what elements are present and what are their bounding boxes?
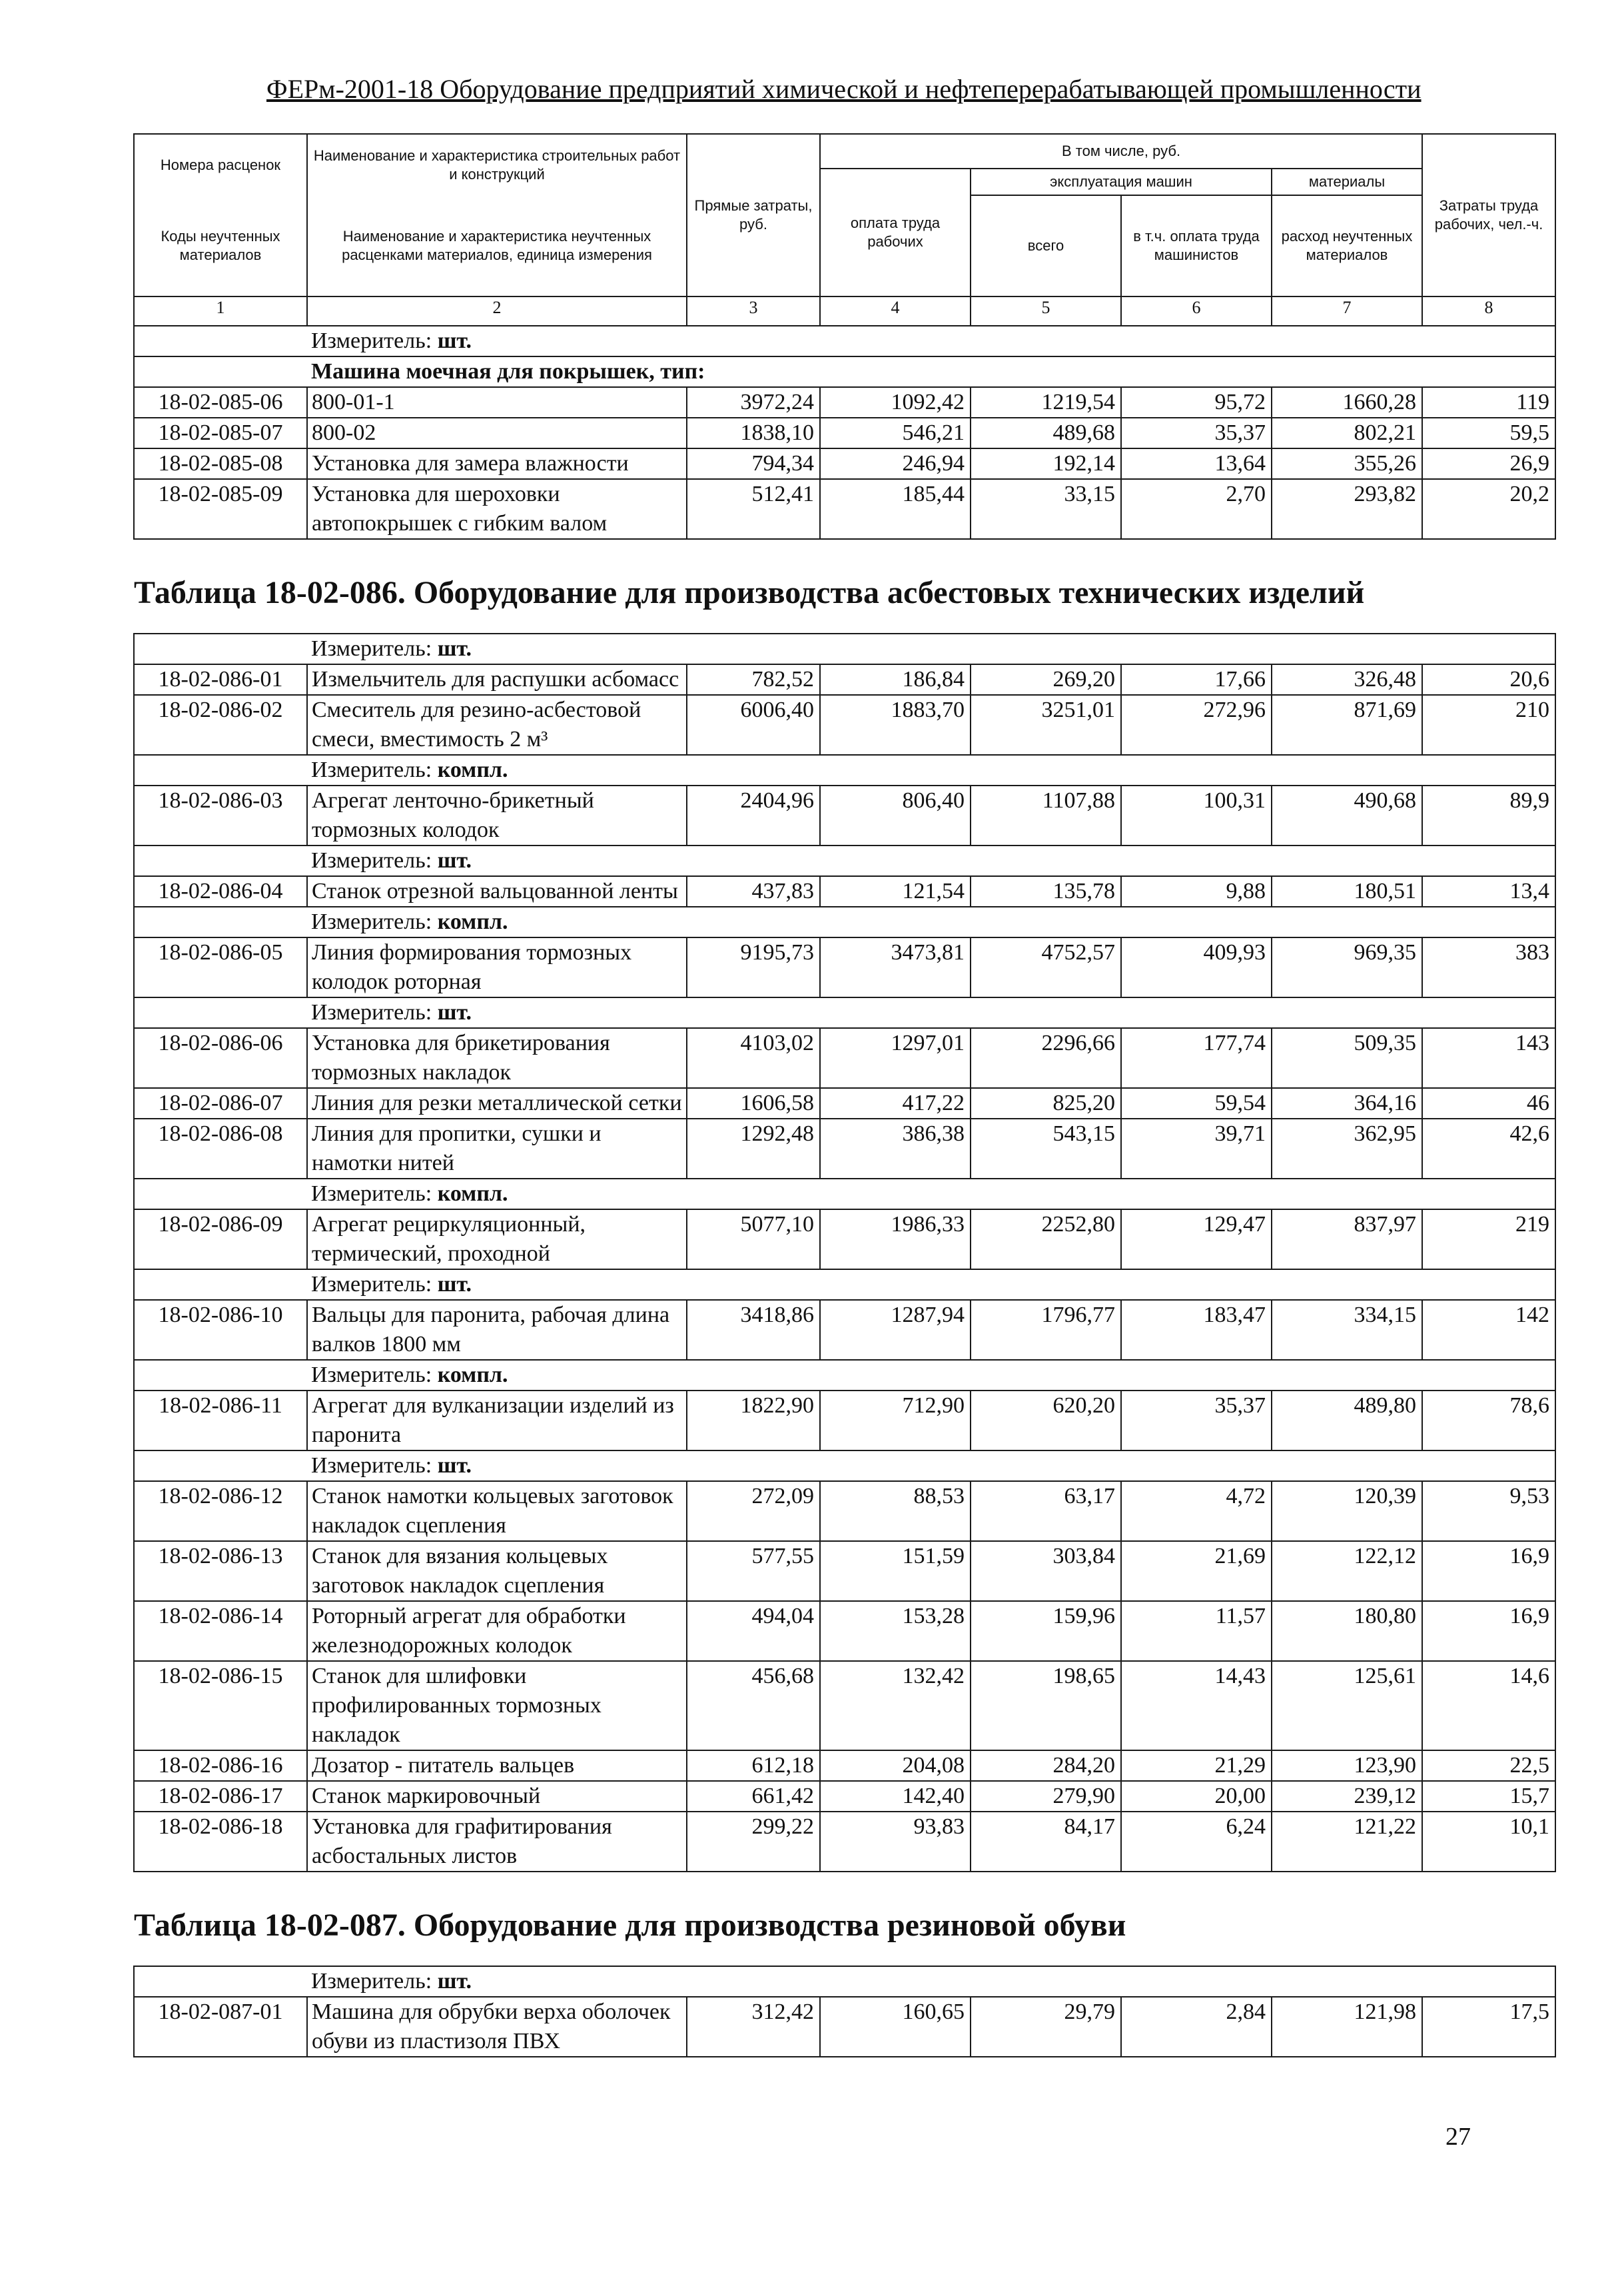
rate-name: Измельчитель для распушки асбомасс — [307, 664, 687, 695]
table-row — [134, 1119, 1555, 1179]
meter-label: Измеритель: — [311, 909, 432, 934]
rate-c8: 383 — [1422, 937, 1555, 997]
meter-unit: шт. — [437, 328, 472, 353]
rate-code: 18-02-086-09 — [134, 1209, 307, 1269]
rate-c6: 14,43 — [1121, 1661, 1272, 1750]
rate-c6: 21,29 — [1121, 1750, 1272, 1781]
rate-c7: 802,21 — [1272, 418, 1422, 448]
rate-c7: 239,12 — [1272, 1781, 1422, 1812]
rate-c6: 177,74 — [1121, 1028, 1272, 1088]
rate-c8: 13,4 — [1422, 876, 1555, 907]
header-material-codes: Коды неучтенных материалов — [134, 195, 307, 296]
rate-code: 18-02-086-18 — [134, 1812, 307, 1872]
rate-c6: 21,69 — [1121, 1541, 1272, 1601]
rate-code: 18-02-086-13 — [134, 1541, 307, 1601]
rate-c6: 2,84 — [1121, 1997, 1272, 2057]
rate-c8: 20,2 — [1422, 479, 1555, 539]
table-row — [134, 1088, 1555, 1119]
rate-name: Станок намотки кольцевых заготовок накладок сцепления — [307, 1481, 687, 1541]
rate-c6: 20,00 — [1121, 1781, 1272, 1812]
rate-c5: 84,17 — [971, 1812, 1121, 1872]
rate-code: 18-02-086-16 — [134, 1750, 307, 1781]
header-material-names: Наименование и характеристика неучтенных расценками материалов, единица измерения — [307, 195, 687, 296]
page-number: 27 — [1445, 2123, 1471, 2151]
table-row — [134, 1391, 1555, 1450]
rate-c5: 3251,01 — [971, 695, 1121, 755]
meter-spacer — [134, 1360, 307, 1391]
rate-c3: 661,42 — [687, 1781, 820, 1812]
rate-code: 18-02-086-11 — [134, 1391, 307, 1450]
rate-c4: 1986,33 — [820, 1209, 971, 1269]
rate-c5: 2296,66 — [971, 1028, 1121, 1088]
meter-cell — [307, 1269, 1555, 1300]
meter-label: Измеритель: — [311, 1272, 432, 1297]
meter-cell — [307, 634, 1555, 664]
rate-c7: 121,98 — [1272, 1997, 1422, 2057]
meter-unit: шт. — [437, 1453, 472, 1478]
rate-c5: 284,20 — [971, 1750, 1121, 1781]
rate-c4: 93,83 — [820, 1812, 971, 1872]
header-machine-operation: эксплуатация машин — [971, 169, 1272, 195]
rate-c8: 16,9 — [1422, 1601, 1555, 1661]
group-title: Машина моечная для покрышек, тип: — [307, 356, 1555, 387]
rate-c8: 42,6 — [1422, 1119, 1555, 1179]
meter-cell — [307, 1179, 1555, 1209]
meter-unit: шт. — [437, 1969, 472, 1994]
rate-c8: 16,9 — [1422, 1541, 1555, 1601]
meter-row — [134, 1269, 1555, 1300]
meter-cell — [307, 1966, 1555, 1997]
rate-code: 18-02-085-09 — [134, 479, 307, 539]
rate-c5: 1796,77 — [971, 1300, 1121, 1360]
rate-c4: 142,40 — [820, 1781, 971, 1812]
meter-spacer — [134, 634, 307, 664]
rate-name: 800-01-1 — [307, 387, 687, 418]
rate-c5: 135,78 — [971, 876, 1121, 907]
meter-row — [134, 1360, 1555, 1391]
meter-cell — [307, 907, 1555, 937]
rate-c6: 11,57 — [1121, 1601, 1272, 1661]
rate-c4: 3473,81 — [820, 937, 971, 997]
rate-c4: 546,21 — [820, 418, 971, 448]
table-row — [134, 1028, 1555, 1088]
rate-c3: 456,68 — [687, 1661, 820, 1750]
rate-code: 18-02-086-15 — [134, 1661, 307, 1750]
rate-c6: 4,72 — [1121, 1481, 1272, 1541]
meter-label: Измеритель: — [311, 848, 432, 873]
meter-row — [134, 634, 1555, 664]
column-numbers-row — [134, 296, 1555, 326]
rate-c5: 279,90 — [971, 1781, 1121, 1812]
meter-spacer — [134, 1966, 307, 1997]
rate-name: Установка для графитирования асбостальных листов — [307, 1812, 687, 1872]
rate-c3: 272,09 — [687, 1481, 820, 1541]
rate-c4: 806,40 — [820, 786, 971, 846]
meter-cell — [307, 1360, 1555, 1391]
rate-c3: 1606,58 — [687, 1088, 820, 1119]
rate-c3: 1292,48 — [687, 1119, 820, 1179]
rate-c5: 198,65 — [971, 1661, 1121, 1750]
meter-label: Измеритель: — [311, 328, 432, 353]
meter-spacer — [134, 846, 307, 876]
meter-unit: шт. — [437, 1272, 472, 1297]
rate-name: Агрегат рециркуляционный, термический, проходной — [307, 1209, 687, 1269]
header-materials: материалы — [1272, 169, 1422, 195]
meter-spacer — [134, 755, 307, 786]
column-number: 4 — [820, 296, 971, 326]
rate-c5: 1219,54 — [971, 387, 1121, 418]
rate-c7: 509,35 — [1272, 1028, 1422, 1088]
column-number: 3 — [687, 296, 820, 326]
table-row — [134, 1750, 1555, 1781]
rate-name: Линия формирования тормозных колодок роторная — [307, 937, 687, 997]
meter-cell — [307, 755, 1555, 786]
column-number: 1 — [134, 296, 307, 326]
rate-c3: 577,55 — [687, 1541, 820, 1601]
rate-name: Установка для брикетирования тормозных накладок — [307, 1028, 687, 1088]
table-row — [134, 418, 1555, 448]
rate-code: 18-02-085-07 — [134, 418, 307, 448]
rate-c4: 121,54 — [820, 876, 971, 907]
header-unaccounted-materials: расход неучтенных материалов — [1272, 195, 1422, 296]
header-work-name: Наименование и характеристика строительных работ и конструкций — [307, 134, 687, 195]
rate-code: 18-02-087-01 — [134, 1997, 307, 2057]
rate-c6: 272,96 — [1121, 695, 1272, 755]
rate-c7: 122,12 — [1272, 1541, 1422, 1601]
table-087-title-row — [134, 1872, 1555, 1966]
rate-c5: 620,20 — [971, 1391, 1121, 1450]
table-086-title-row — [134, 539, 1555, 634]
rate-c4: 132,42 — [820, 1661, 971, 1750]
rate-c8: 219 — [1422, 1209, 1555, 1269]
group-title-row — [134, 356, 1555, 387]
rate-code: 18-02-086-17 — [134, 1781, 307, 1812]
table-row — [134, 387, 1555, 418]
rate-c5: 192,14 — [971, 448, 1121, 479]
rate-c7: 1660,28 — [1272, 387, 1422, 418]
page-header: ФЕРм-2001-18 Оборудование предприятий химической и нефтеперерабатывающей промышленности — [266, 74, 1421, 104]
meter-row — [134, 907, 1555, 937]
rate-code: 18-02-086-08 — [134, 1119, 307, 1179]
table-row — [134, 876, 1555, 907]
rate-c8: 9,53 — [1422, 1481, 1555, 1541]
rate-c3: 312,42 — [687, 1997, 820, 2057]
meter-spacer — [134, 997, 307, 1028]
rate-name: Установка для замера влажности — [307, 448, 687, 479]
rate-c4: 1297,01 — [820, 1028, 971, 1088]
rate-c3: 3972,24 — [687, 387, 820, 418]
rate-c6: 2,70 — [1121, 479, 1272, 539]
rate-code: 18-02-086-03 — [134, 786, 307, 846]
meter-unit: шт. — [437, 636, 472, 661]
table-row — [134, 786, 1555, 846]
rate-c4: 712,90 — [820, 1391, 971, 1450]
rate-code: 18-02-086-12 — [134, 1481, 307, 1541]
meter-spacer — [134, 907, 307, 937]
rate-name: Смеситель для резино-асбестовой смеси, вместимость 2 м³ — [307, 695, 687, 755]
rate-name: Линия для резки металлической сетки — [307, 1088, 687, 1119]
rate-c5: 4752,57 — [971, 937, 1121, 997]
rate-c3: 9195,73 — [687, 937, 820, 997]
rate-c4: 185,44 — [820, 479, 971, 539]
meter-unit: шт. — [437, 848, 472, 873]
rate-code: 18-02-086-05 — [134, 937, 307, 997]
table-row — [134, 448, 1555, 479]
table-086-rows — [134, 634, 1555, 1872]
rate-name: Станок маркировочный — [307, 1781, 687, 1812]
rate-c6: 100,31 — [1121, 786, 1272, 846]
table-row — [134, 1300, 1555, 1360]
table-row — [134, 1209, 1555, 1269]
rate-name: Агрегат ленточно-брикетный тормозных колодок — [307, 786, 687, 846]
rate-code: 18-02-086-04 — [134, 876, 307, 907]
rate-name: Станок для вязания кольцевых заготовок накладок сцепления — [307, 1541, 687, 1601]
section-085-rows — [134, 387, 1555, 539]
rate-c6: 183,47 — [1121, 1300, 1272, 1360]
rate-c3: 2404,96 — [687, 786, 820, 846]
rate-c7: 969,35 — [1272, 937, 1422, 997]
rates-table — [133, 133, 1556, 2057]
meter-unit: компл. — [437, 758, 508, 782]
rate-c7: 362,95 — [1272, 1119, 1422, 1179]
meter-row — [134, 326, 1555, 356]
rate-c4: 417,22 — [820, 1088, 971, 1119]
meter-cell — [307, 997, 1555, 1028]
rate-c3: 512,41 — [687, 479, 820, 539]
rate-code: 18-02-086-06 — [134, 1028, 307, 1088]
table-row — [134, 695, 1555, 755]
rate-c3: 3418,86 — [687, 1300, 820, 1360]
meter-row — [134, 997, 1555, 1028]
rate-c6: 13,64 — [1121, 448, 1272, 479]
column-number: 6 — [1121, 296, 1272, 326]
rate-c8: 59,5 — [1422, 418, 1555, 448]
rate-c5: 269,20 — [971, 664, 1121, 695]
rate-c8: 119 — [1422, 387, 1555, 418]
rate-c8: 17,5 — [1422, 1997, 1555, 2057]
rate-c3: 6006,40 — [687, 695, 820, 755]
table-row — [134, 664, 1555, 695]
rate-c6: 6,24 — [1121, 1812, 1272, 1872]
rate-c6: 9,88 — [1121, 876, 1272, 907]
meter-row — [134, 1450, 1555, 1481]
rate-c6: 35,37 — [1121, 1391, 1272, 1450]
rate-code: 18-02-086-14 — [134, 1601, 307, 1661]
table-087-rows — [134, 1966, 1555, 2057]
rate-c5: 33,15 — [971, 479, 1121, 539]
rate-c3: 4103,02 — [687, 1028, 820, 1088]
meter-row — [134, 755, 1555, 786]
meter-label: Измеритель: — [311, 1363, 432, 1387]
rate-c6: 59,54 — [1121, 1088, 1272, 1119]
header-machinist-pay: в т.ч. оплата труда машинистов — [1121, 195, 1272, 296]
rate-code: 18-02-086-01 — [134, 664, 307, 695]
rate-c3: 794,34 — [687, 448, 820, 479]
meter-cell — [307, 846, 1555, 876]
rate-c7: 180,80 — [1272, 1601, 1422, 1661]
header-worker-pay: оплата труда рабочих — [820, 169, 971, 296]
rate-name: Установка для шероховки автопокрышек с гибким валом — [307, 479, 687, 539]
rate-c8: 143 — [1422, 1028, 1555, 1088]
rate-c7: 180,51 — [1272, 876, 1422, 907]
rate-code: 18-02-086-07 — [134, 1088, 307, 1119]
meter-cell — [307, 1450, 1555, 1481]
rate-c7: 871,69 — [1272, 695, 1422, 755]
column-number: 5 — [971, 296, 1121, 326]
rate-name: Станок отрезной вальцованной ленты — [307, 876, 687, 907]
rate-c8: 210 — [1422, 695, 1555, 755]
rate-c5: 63,17 — [971, 1481, 1121, 1541]
rate-c5: 1107,88 — [971, 786, 1121, 846]
rate-name: Роторный агрегат для обработки железнодорожных колодок — [307, 1601, 687, 1661]
meter-row — [134, 1179, 1555, 1209]
rate-c3: 437,83 — [687, 876, 820, 907]
rate-c3: 1822,90 — [687, 1391, 820, 1450]
rate-c7: 123,90 — [1272, 1750, 1422, 1781]
meter-label: Измеритель: — [311, 1181, 432, 1206]
rate-c6: 35,37 — [1121, 418, 1272, 448]
rate-c5: 543,15 — [971, 1119, 1121, 1179]
rate-c5: 2252,80 — [971, 1209, 1121, 1269]
table-row — [134, 1997, 1555, 2057]
rate-c4: 386,38 — [820, 1119, 971, 1179]
rate-c4: 153,28 — [820, 1601, 971, 1661]
rate-c3: 5077,10 — [687, 1209, 820, 1269]
meter-label: Измеритель: — [311, 758, 432, 782]
rate-code: 18-02-086-02 — [134, 695, 307, 755]
rate-c8: 142 — [1422, 1300, 1555, 1360]
rate-c6: 17,66 — [1121, 664, 1272, 695]
meter-unit: шт. — [437, 1000, 472, 1025]
rate-c7: 120,39 — [1272, 1481, 1422, 1541]
meter-row — [134, 846, 1555, 876]
rate-c8: 15,7 — [1422, 1781, 1555, 1812]
rate-c7: 326,48 — [1272, 664, 1422, 695]
rate-c6: 39,71 — [1121, 1119, 1272, 1179]
meter-label: Измеритель: — [311, 1000, 432, 1025]
header-machines-total: всего — [971, 195, 1121, 296]
rate-name: Дозатор - питатель вальцев — [307, 1750, 687, 1781]
meter-spacer — [134, 1269, 307, 1300]
meter-spacer — [134, 1450, 307, 1481]
column-number: 8 — [1422, 296, 1555, 326]
table-086-title: Таблица 18-02-086. Оборудование для производства асбестовых технических изделий — [134, 539, 1555, 634]
rate-name: Машина для обрубки верха оболочек обуви из пластизоля ПВХ — [307, 1997, 687, 2057]
rate-c8: 26,9 — [1422, 448, 1555, 479]
rate-c8: 46 — [1422, 1088, 1555, 1119]
rate-c7: 293,82 — [1272, 479, 1422, 539]
table-row — [134, 937, 1555, 997]
rate-c3: 612,18 — [687, 1750, 820, 1781]
rate-c8: 10,1 — [1422, 1812, 1555, 1872]
rate-c7: 334,15 — [1272, 1300, 1422, 1360]
rate-c4: 186,84 — [820, 664, 971, 695]
meter-label: Измеритель: — [311, 636, 432, 661]
rate-c3: 494,04 — [687, 1601, 820, 1661]
rate-c4: 88,53 — [820, 1481, 971, 1541]
table-row — [134, 479, 1555, 539]
rate-c7: 121,22 — [1272, 1812, 1422, 1872]
rate-name: Линия для пропитки, сушки и намотки нитей — [307, 1119, 687, 1179]
meter-label: Измеритель: — [311, 1969, 432, 1994]
meter-row — [134, 1966, 1555, 1997]
table-row — [134, 1481, 1555, 1541]
rate-c8: 20,6 — [1422, 664, 1555, 695]
header-direct-costs: Прямые затраты, руб. — [687, 134, 820, 296]
rate-name: Агрегат для вулканизации изделий из паронита — [307, 1391, 687, 1450]
rate-name: Станок для шлифовки профилированных тормозных накладок — [307, 1661, 687, 1750]
rate-c7: 837,97 — [1272, 1209, 1422, 1269]
table-row — [134, 1661, 1555, 1750]
rate-c4: 1092,42 — [820, 387, 971, 418]
header-labor-costs: Затраты труда рабочих, чел.-ч. — [1422, 134, 1555, 296]
rate-c4: 1883,70 — [820, 695, 971, 755]
meter-unit: компл. — [437, 1363, 508, 1387]
rate-code: 18-02-085-08 — [134, 448, 307, 479]
rate-c4: 151,59 — [820, 1541, 971, 1601]
rate-c5: 29,79 — [971, 1997, 1121, 2057]
rate-c4: 246,94 — [820, 448, 971, 479]
meter-unit: компл. — [437, 1181, 508, 1206]
rate-c7: 490,68 — [1272, 786, 1422, 846]
rate-c4: 160,65 — [820, 1997, 971, 2057]
rate-c5: 159,96 — [971, 1601, 1121, 1661]
rate-c6: 409,93 — [1121, 937, 1272, 997]
rate-c3: 1838,10 — [687, 418, 820, 448]
rate-c7: 364,16 — [1272, 1088, 1422, 1119]
rate-c4: 204,08 — [820, 1750, 971, 1781]
meter-unit: компл. — [437, 909, 508, 934]
table-row — [134, 1781, 1555, 1812]
rate-c6: 129,47 — [1121, 1209, 1272, 1269]
rate-c8: 78,6 — [1422, 1391, 1555, 1450]
rate-code: 18-02-085-06 — [134, 387, 307, 418]
table-row — [134, 1541, 1555, 1601]
rate-c8: 22,5 — [1422, 1750, 1555, 1781]
rate-c8: 89,9 — [1422, 786, 1555, 846]
rate-c4: 1287,94 — [820, 1300, 971, 1360]
rate-c6: 95,72 — [1121, 387, 1272, 418]
rate-name: 800-02 — [307, 418, 687, 448]
column-number: 2 — [307, 296, 687, 326]
header-including: В том числе, руб. — [820, 134, 1422, 169]
column-number: 7 — [1272, 296, 1422, 326]
table-row — [134, 1601, 1555, 1661]
rate-name: Вальцы для паронита, рабочая длина валков 1800 мм — [307, 1300, 687, 1360]
rate-c3: 782,52 — [687, 664, 820, 695]
rate-code: 18-02-086-10 — [134, 1300, 307, 1360]
rate-c7: 489,80 — [1272, 1391, 1422, 1450]
rate-c7: 125,61 — [1272, 1661, 1422, 1750]
table-087-title: Таблица 18-02-087. Оборудование для производства резиновой обуви — [134, 1872, 1555, 1966]
rate-c8: 14,6 — [1422, 1661, 1555, 1750]
rate-c5: 825,20 — [971, 1088, 1121, 1119]
rate-c7: 355,26 — [1272, 448, 1422, 479]
rate-c3: 299,22 — [687, 1812, 820, 1872]
meter-label: Измеритель: — [311, 1453, 432, 1478]
table-row — [134, 1812, 1555, 1872]
header-rate-numbers: Номера расценок — [134, 134, 307, 195]
meter-spacer — [134, 1179, 307, 1209]
rate-c5: 303,84 — [971, 1541, 1121, 1601]
rate-c5: 489,68 — [971, 418, 1121, 448]
